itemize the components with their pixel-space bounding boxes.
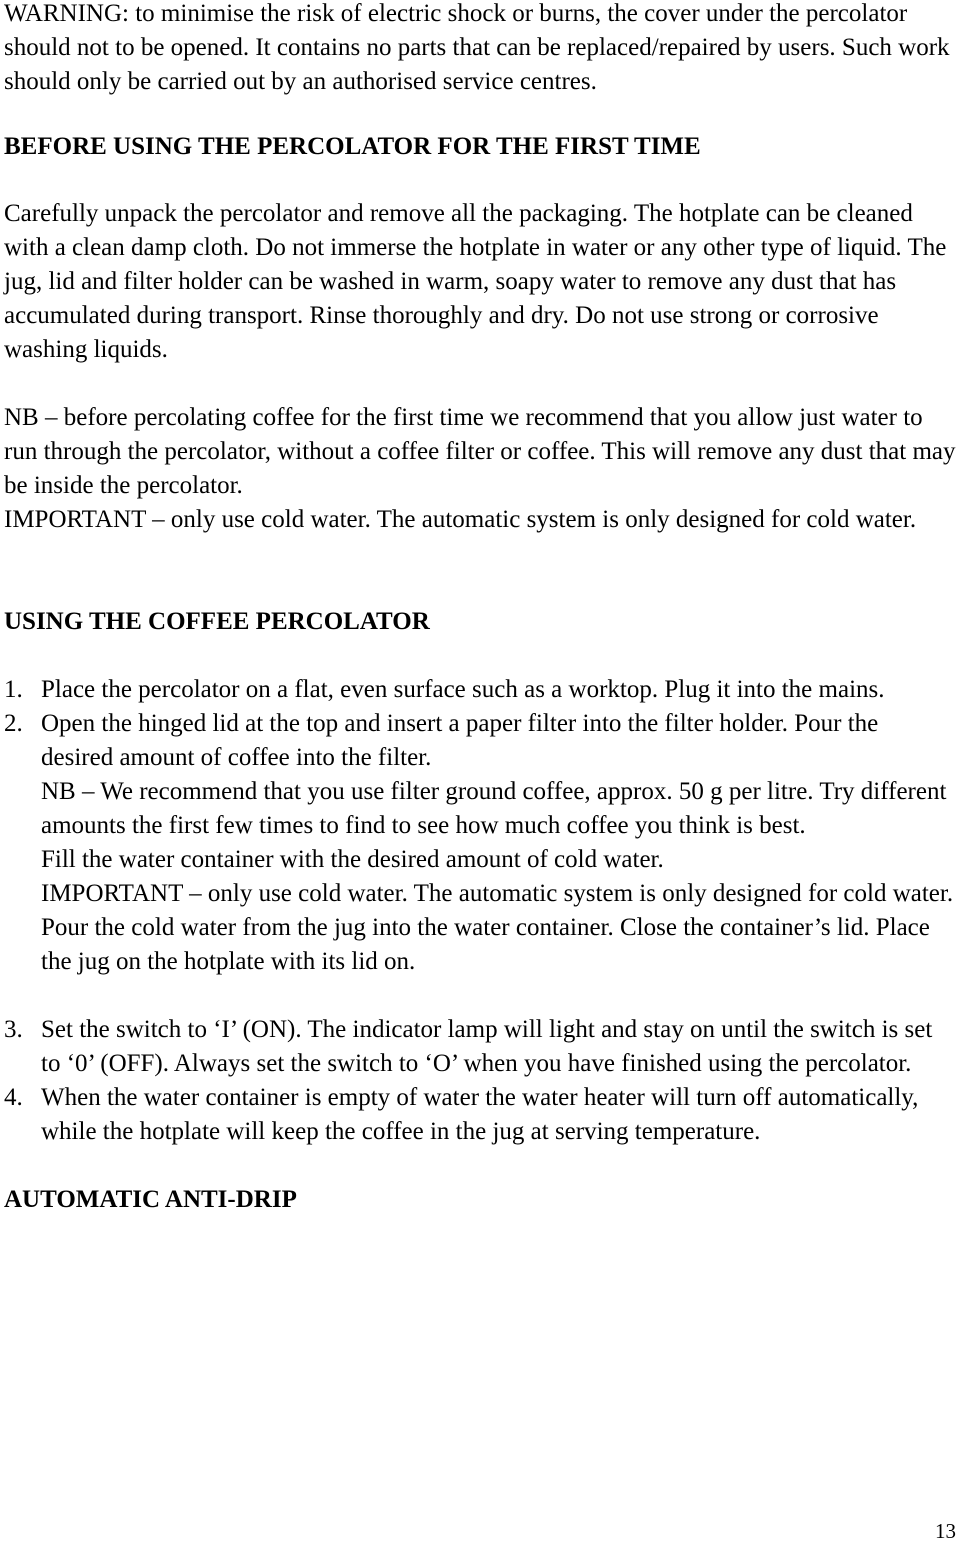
list-item-number: 2. [4,710,23,737]
list-item [4,673,956,707]
manual-page [4,0,956,1217]
list-item-text [41,1013,956,1081]
list-item-text [41,673,956,707]
list-item [4,1081,956,1149]
list-item-line: When the water container is empty of water the water heater will turn off automatically, while the hotplate will keep the coffee in the jug at serving temperature. [41,1084,919,1145]
nb-paragraph: NB – before percolating coffee for the first time we recommend that you allow just water to run through the percolator, without a coffee filter or coffee. This will remove any dust that may be inside the percolator. [4,404,956,499]
instructions-list [4,673,956,1149]
list-item-line: NB – We recommend that you use filter ground coffee, approx. 50 g per litre. Try different amounts the first few times to find to see how much coffee you think is best. [41,778,947,839]
list-item-text [41,707,956,979]
list-item-text [41,1081,956,1149]
section-heading-first-time: BEFORE USING THE PERCOLATOR FOR THE FIRST TIME [4,133,701,160]
section-heading-using: USING THE COFFEE PERCOLATOR [4,608,430,635]
list-item-number: 1. [4,676,23,703]
list-item-line: Place the percolator on a flat, even surface such as a worktop. Plug it into the mains. [41,676,885,703]
list-item-line: Open the hinged lid at the top and insert a paper filter into the filter holder. Pour the desired amount of coffee into the filter. [41,710,879,771]
important-paragraph: IMPORTANT – only use cold water. The automatic system is only designed for cold water. [4,506,917,533]
cleaning-paragraph: Carefully unpack the percolator and remove all the packaging. The hotplate can be cleaned with a clean damp cloth. Do not immerse the hotplate in water or any other type of liquid. The jug, lid and filter holder can be washed in warm, soapy water to remove any dust that has accumulated during transport. Rinse thoroughly and dry. Do not use strong or corrosive washing liquids. [4,200,947,363]
list-item-number: 4. [4,1084,23,1111]
list-item [4,707,956,979]
page-number: 13 [935,1519,956,1543]
list-item [4,1013,956,1081]
list-item-number: 3. [4,1016,23,1043]
warning-paragraph: WARNING: to minimise the risk of electric shock or burns, the cover under the percolator should not to be opened. It contains no parts that can be replaced/repaired by users. Such work should only be carried out by an authorised service centres. [4,0,950,95]
list-item-line: Set the switch to ‘I’ (ON). The indicator lamp will light and stay on until the switch is set to ‘0’ (OFF). Always set the switch to ‘O’ when you have finished using the percolator. [41,1016,933,1077]
list-item-line: Fill the water container with the desired amount of cold water. [41,846,664,873]
list-item-line: IMPORTANT – only use cold water. The automatic system is only designed for cold water. Pour the cold water from the jug into the water container. Close the container’s lid. Place the jug on the hotplate with its lid on. [41,880,954,975]
section-heading-anti-drip: AUTOMATIC ANTI-DRIP [4,1186,297,1213]
